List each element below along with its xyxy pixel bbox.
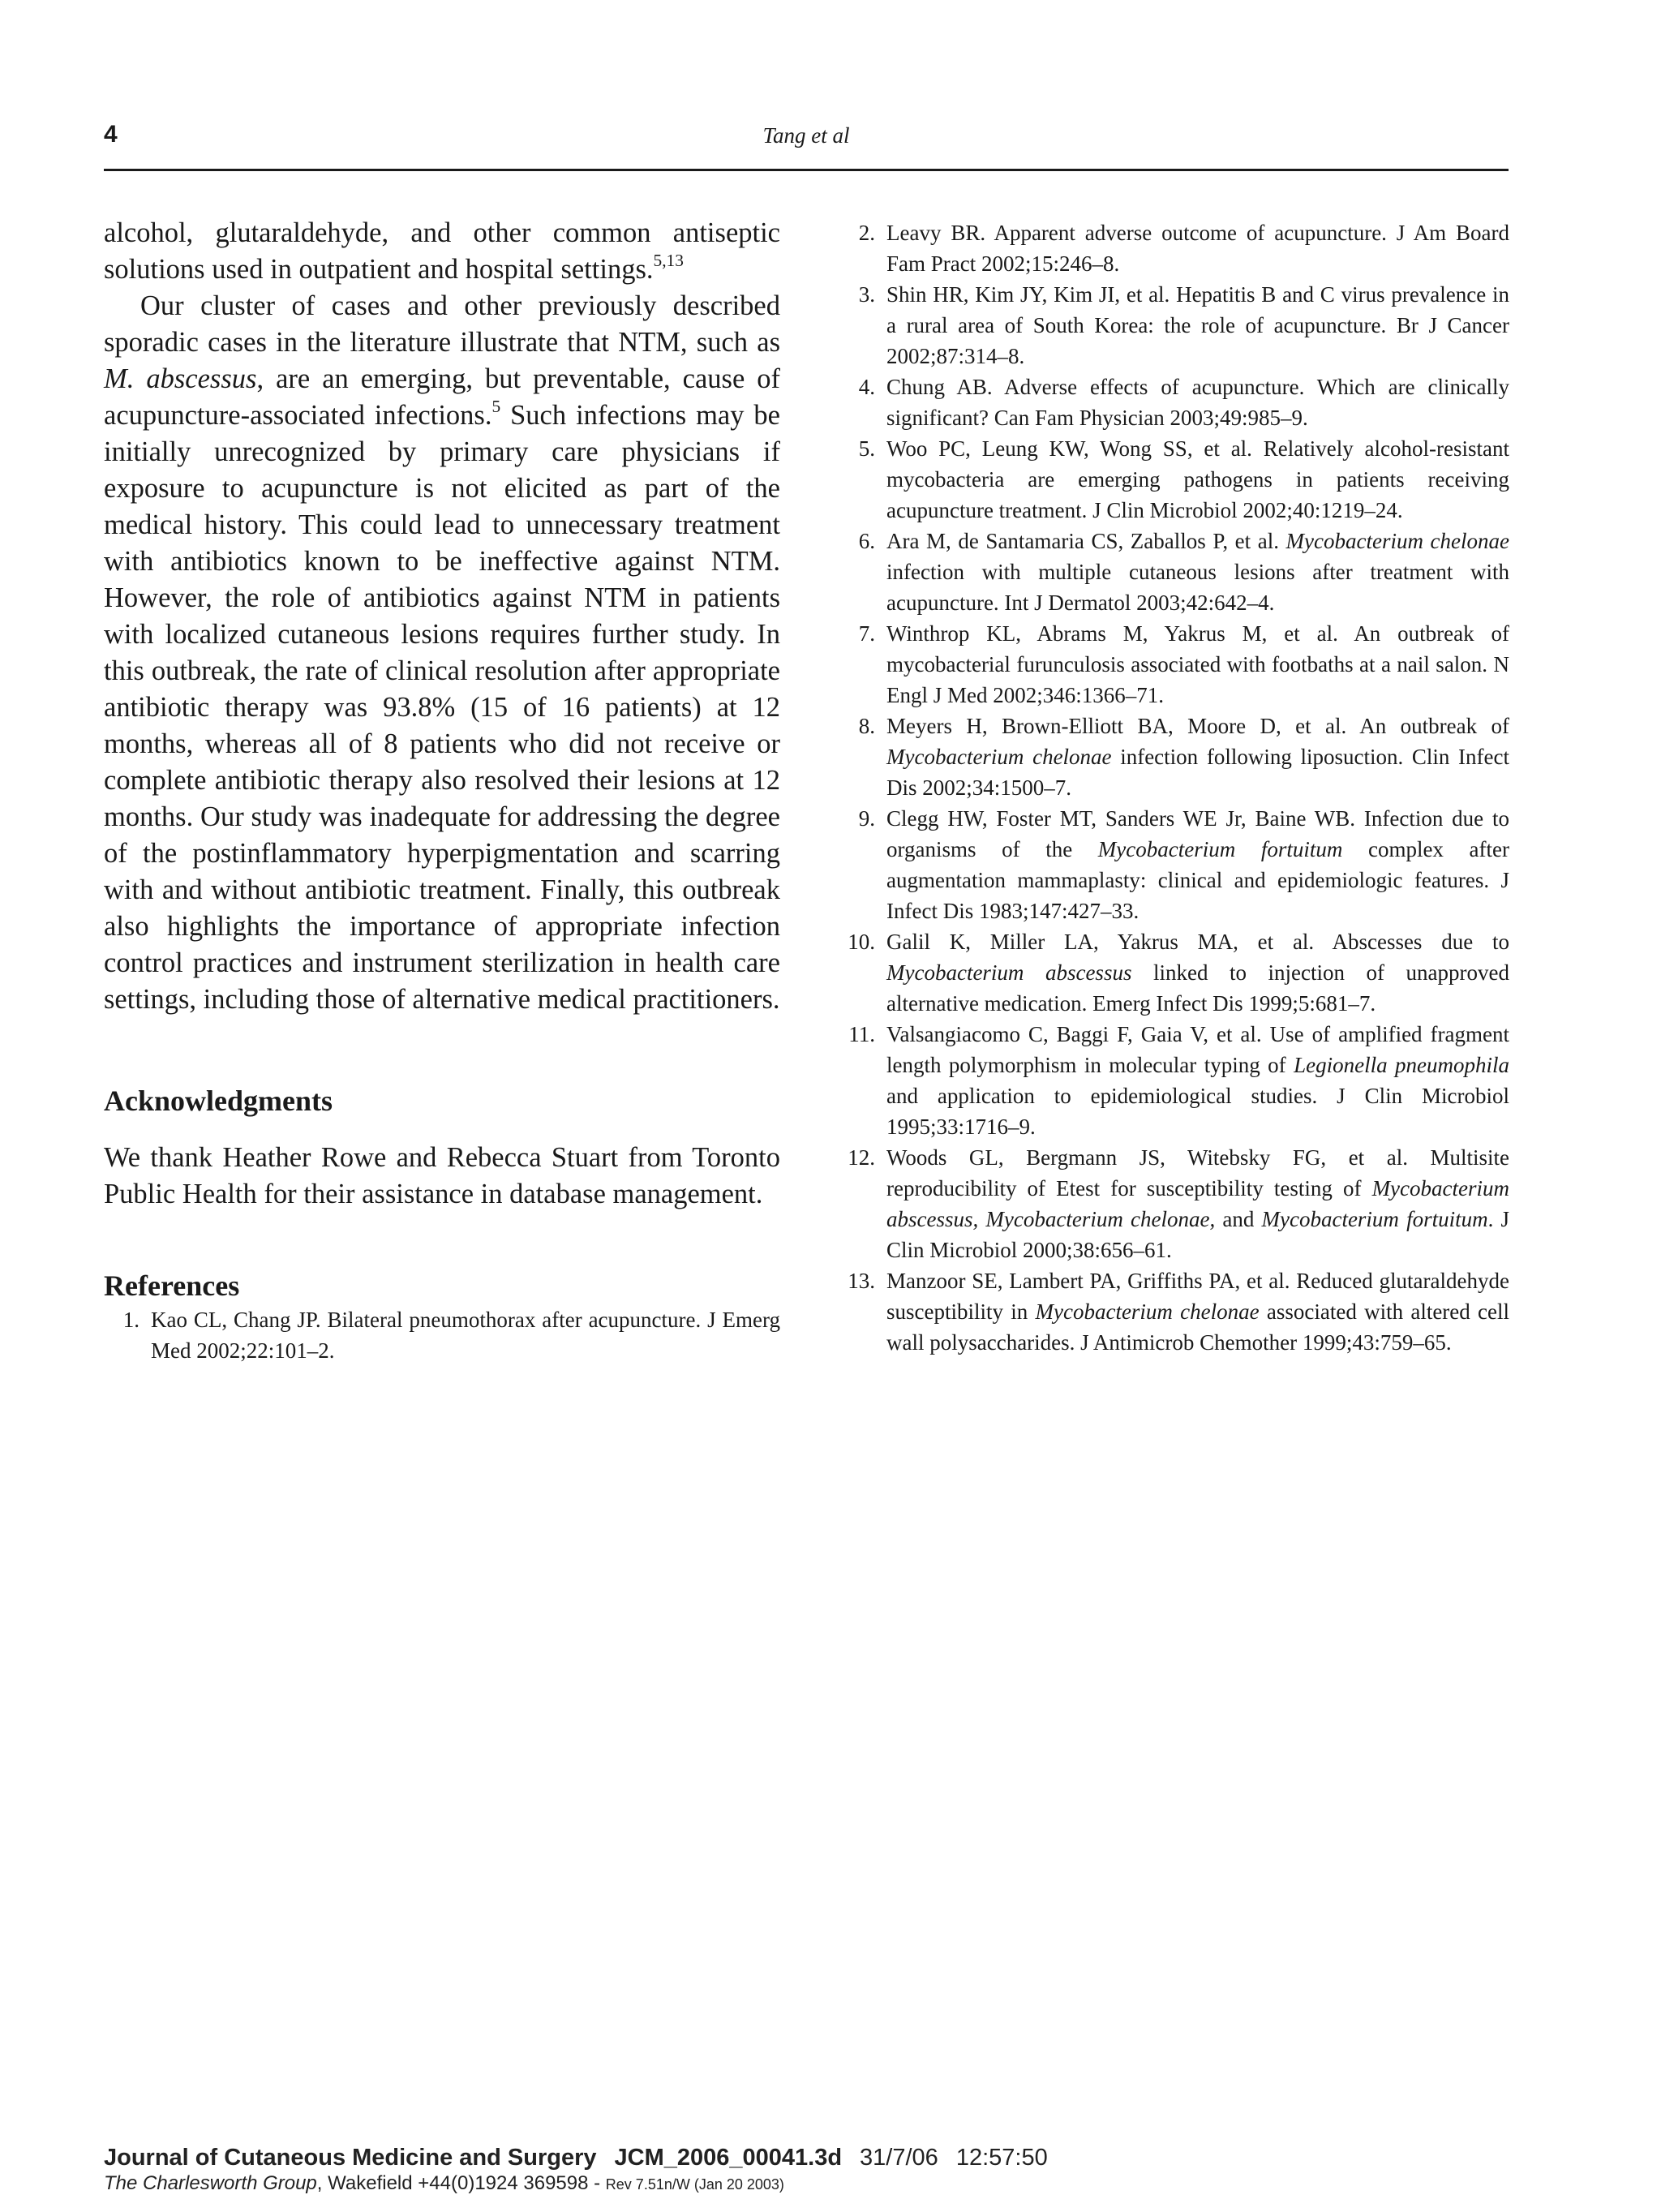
footer-journal: Journal of Cutaneous Medicine and Surgery	[104, 2145, 597, 2171]
page-footer	[104, 2144, 1048, 2197]
acknowledgments-heading: Acknowledgments	[104, 1085, 333, 1117]
running-head: Tang et al	[762, 123, 850, 148]
footer-publisher: The Charlesworth Group	[104, 2172, 317, 2194]
reference-number: 13.	[848, 1269, 875, 1293]
reference-item: 5. Woo PC, Leung KW, Wong SS, et al. Relatively alcohol-resistant mycobacteria are emerging pathogens in patients receiving acupuncture treatment. J Clin Microbiol 2002;40:1219–24.	[839, 433, 1509, 526]
citation-sup: 5	[491, 397, 501, 417]
reference-item: 4. Chung AB. Adverse effects of acupuncture. Which are clinically significant? Can Fam Physician 2003;49:985–9.	[839, 372, 1509, 433]
page-header	[104, 120, 1509, 171]
reference-number: 6.	[858, 529, 875, 553]
reference-number: 3.	[858, 282, 875, 307]
reference-item: 3. Shin HR, Kim JY, Kim JI, et al. Hepatitis B and C virus prevalence in a rural area of South Korea: the role of acupuncture. Br J Cancer 2002;87:314–8.	[839, 279, 1509, 372]
reference-number: 2.	[858, 221, 875, 245]
reference-number: 7.	[858, 621, 875, 646]
footer-contact: , Wakefield +44(0)1924 369598 -	[316, 2172, 606, 2194]
reference-item: 8. Meyers H, Brown-Elliott BA, Moore D, et al. An outbreak of Mycobacterium chelonae infection following liposuction. Clin Infect Dis 2002;34:1500–7.	[839, 711, 1509, 803]
body-paragraph-2: Our cluster of cases and other previously described sporadic cases in the literature illustrate that NTM, such as M. abscessus, are an emerging, but preventable, cause of acupuncture-associated infections.$^5$ Such infections may be initially unrecognized by primary care physicians if exposure to acupuncture is not elicited as part of the medical history. This could lead to unnecessary treatment with antibiotics known to be ineffective against NTM. However, the role of antibiotics against NTM in patients with localized cutaneous lesions requires further study. In this outbreak, the rate of clinical resolution after appropriate antibiotic therapy was 93.8% (15 of 16 patients) at 12 months, whereas all of 8 patients who did not receive or complete antibiotic therapy also resolved their lesions at 12 months. Our study was inadequate for addressing the degree of the postinflammatory hyperpigmentation and scarring with and without antibiotic treatment. Finally, this outbreak also highlights the importance of appropriate infection control practices and instrument sterilization in health care settings, including those of alternative medical practitioners.	[104, 290, 781, 1015]
footer-rev: Rev 7.51n/W (Jan 20 2003)	[605, 2176, 784, 2193]
footer-line-2	[104, 2171, 1048, 2197]
references-list-left	[104, 1304, 780, 1366]
reference-item: 1. Kao CL, Chang JP. Bilateral pneumothorax after acupuncture. J Emerg Med 2002;22:101–2.	[104, 1304, 780, 1366]
left-column	[104, 215, 780, 1366]
right-column	[839, 217, 1509, 1358]
body-paragraph-1: alcohol, glutaraldehyde, and other common antiseptic solutions used in outpatient and hospital settings.$^{5,13}$	[104, 217, 780, 285]
references-heading: References	[104, 1269, 240, 1302]
reference-number: 1.	[122, 1308, 139, 1332]
citation-sup: 5,13	[653, 251, 684, 271]
reference-item: 10. Galil K, Miller LA, Yakrus MA, et al. Abscesses due to Mycobacterium abscessus linked to injection of unapproved alternative medication. Emerg Infect Dis 1999;5:681–7.	[839, 926, 1509, 1019]
reference-item: 13. Manzoor SE, Lambert PA, Griffiths PA, et al. Reduced glutaraldehyde susceptibility in Mycobacterium chelonae associated with altered cell wall polysaccharides. J Antimicrob Chemother 1999;43:759–65.	[839, 1265, 1509, 1358]
footer-time: 12:57:50	[955, 2145, 1048, 2171]
footer-file: JCM_2006_00041.3d	[614, 2145, 843, 2171]
footer-date: 31/7/06	[860, 2145, 938, 2171]
reference-item: 9. Clegg HW, Foster MT, Sanders WE Jr, Baine WB. Infection due to organisms of the Mycobacterium fortuitum complex after augmentation mammaplasty: clinical and epidemiologic features. J Infect Dis 1983;147:427–33.	[839, 803, 1509, 926]
page-number: 4	[104, 121, 118, 148]
reference-item: 12. Woods GL, Bergmann JS, Witebsky FG, et al. Multisite reproducibility of Etest for susceptibility testing of Mycobacterium abscessus, Mycobacterium chelonae, and Mycobacterium fortuitum. J Clin Microbiol 2000;38:656–61.	[839, 1142, 1509, 1265]
reference-item: 6. Ara M, de Santamaria CS, Zaballos P, et al. Mycobacterium chelonae infection with multiple cutaneous lesions after treatment with acupuncture. Int J Dermatol 2003;42:642–4.	[839, 526, 1509, 618]
acknowledgments-text: We thank Heather Rowe and Rebecca Stuart from Toronto Public Health for their assistance in database management.	[104, 1142, 780, 1209]
footer-line-1	[104, 2144, 1048, 2171]
reference-number: 9.	[858, 806, 875, 831]
reference-item: 2. Leavy BR. Apparent adverse outcome of acupuncture. J Am Board Fam Pract 2002;15:246–8.	[839, 217, 1509, 279]
reference-number: 8.	[858, 714, 875, 738]
reference-number: 12.	[848, 1145, 875, 1170]
reference-number: 4.	[858, 375, 875, 399]
reference-number: 10.	[848, 930, 875, 954]
reference-number: 11.	[848, 1022, 875, 1046]
reference-number: 5.	[858, 436, 875, 461]
reference-item: 7. Winthrop KL, Abrams M, Yakrus M, et al. An outbreak of mycobacterial furunculosis associated with footbaths at a nail salon. N Engl J Med 2002;346:1366–71.	[839, 618, 1509, 711]
references-list-right	[839, 217, 1509, 1358]
reference-item: 11. Valsangiacomo C, Baggi F, Gaia V, et al. Use of amplified fragment length polymorphism in molecular typing of Legionella pneumophila and application to epidemiological studies. J Clin Microbiol 1995;33:1716–9.	[839, 1019, 1509, 1142]
